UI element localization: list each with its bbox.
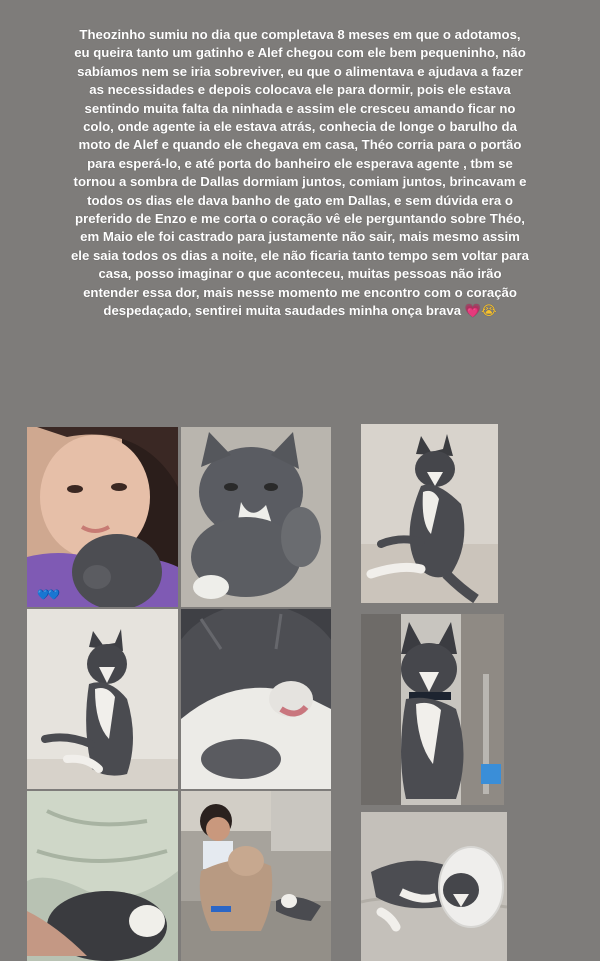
photo-kitten-closeup — [181, 427, 331, 607]
story-caption — [70, 26, 530, 322]
photo-child-with-dog-and-cat — [181, 791, 331, 961]
caption-text: Theozinho sumiu no dia que completava 8 meses em que o adotamos, eu queira tanto um gatinho e Alef chegou com ele bem pequeninho, não sabíamos nem se iria sobreviver, eu que o alimentava e ajudava a fazer as necessidades e depois colocava ele para dormir, pois ele estava sentindo muita falta da ninhada e assim ele cresceu amando ficar no colo, onde agente ia ele estava atrás, conhecia de longe o barulho da moto de Alef e quando ele chegava em casa, Théo corria para o portão para esperá-lo, e até porta do banheiro ele esperava agente , tbm se tornou a sombra de Dallas dormiam juntos, comiam juntos, brincavam e todos os dias ele dava banho de gato em Dallas, e sem dúvida era o preferido de Enzo e me corta o coração vê ele perguntando sobre Théo, em Maio ele foi castrado para justamente não sair, mais mesmo assim ele saia todos os dias a noite, ele não ficaria tanto tempo sem voltar para casa, posso imaginar o que aconteceu, muitas pessoas não irão entender essa dor, mais nesse momento me encontro com o coração despedaçado, sentirei muita saudades minha onça brava — [70, 27, 530, 319]
photo-cat-with-cone — [361, 812, 507, 961]
photo-cat-face-tongue — [181, 609, 331, 789]
pink-heart-icon: 💗 — [464, 304, 482, 320]
photo-cat-sitting-floor — [361, 424, 498, 603]
photo-cat-in-blanket — [27, 791, 178, 961]
photo-cat-with-collar — [361, 614, 504, 805]
blue-hearts-icon: 💙💙 — [37, 590, 58, 601]
photo-selfie-with-kitten — [27, 427, 178, 607]
photo-cat-sitting-wall — [27, 609, 178, 789]
crying-face-icon: 😭 — [481, 304, 497, 320]
